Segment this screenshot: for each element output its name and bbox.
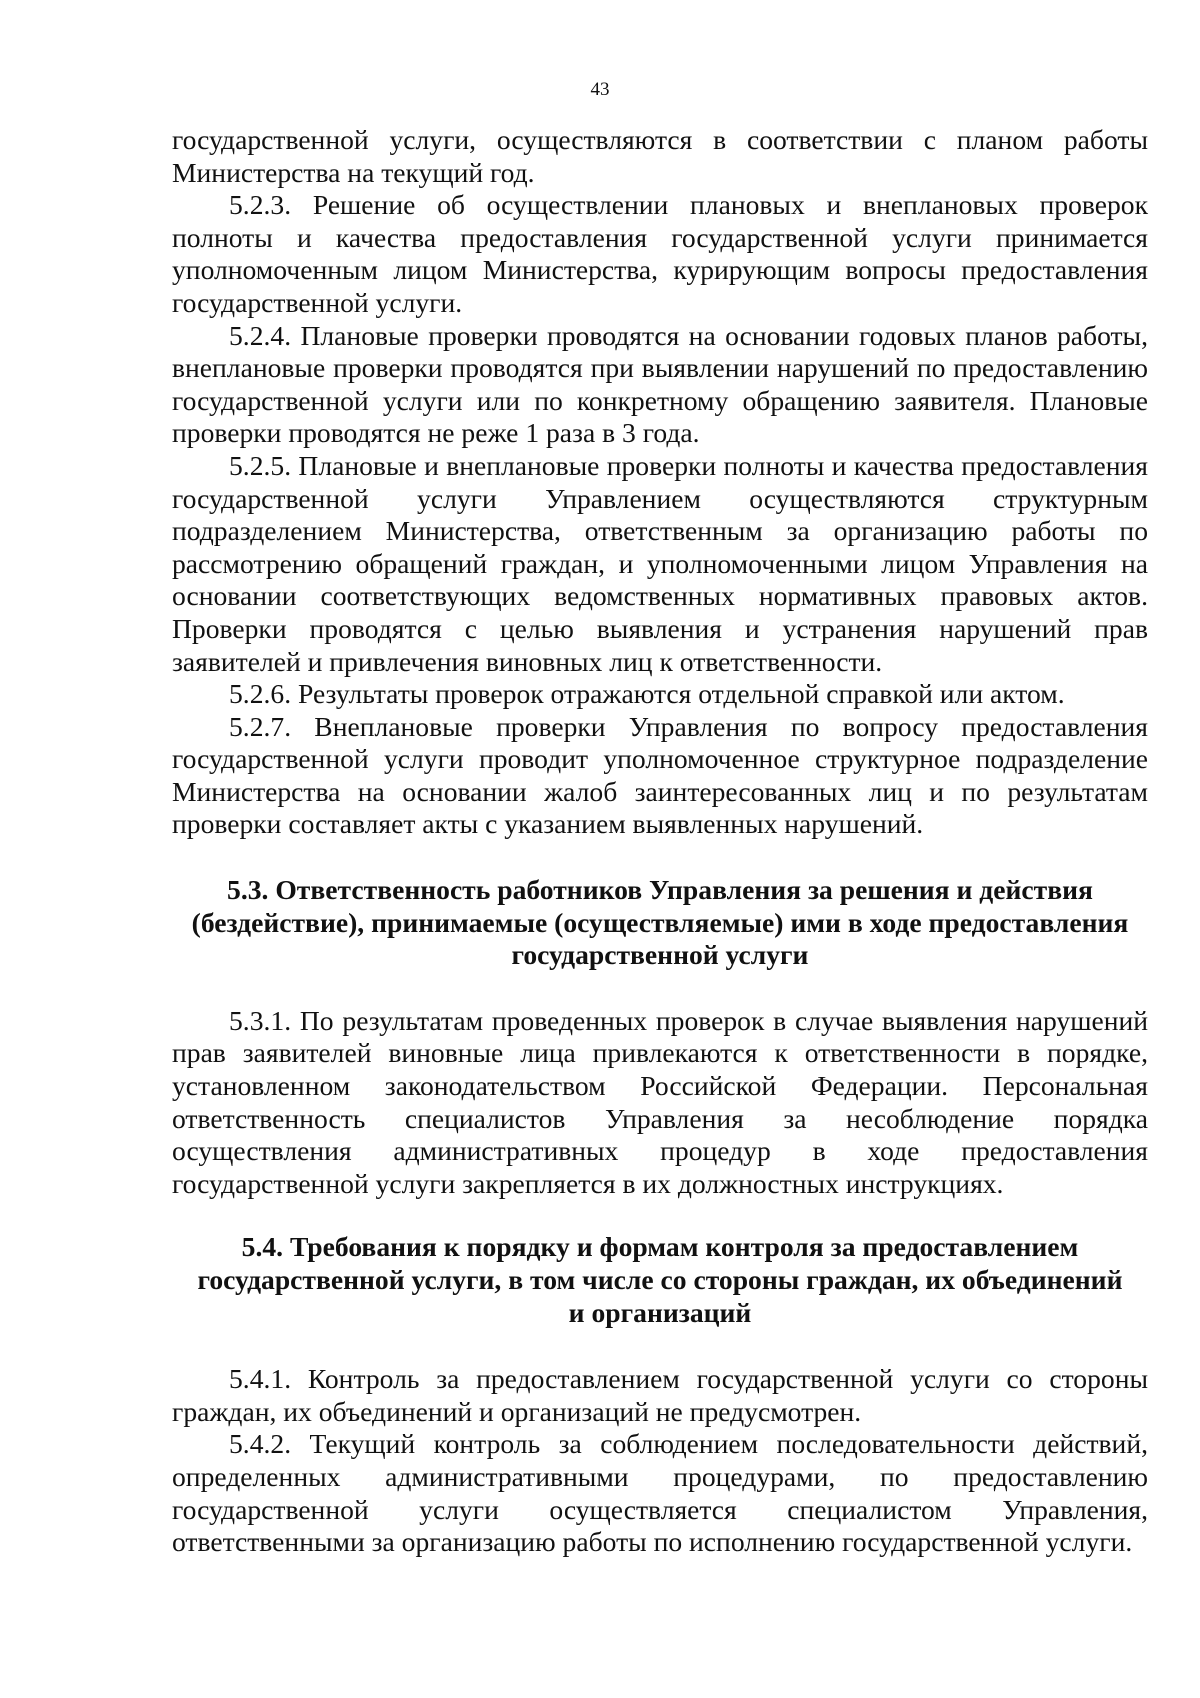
heading-line: государственной услуги [511,939,809,971]
paragraph-5-2-5: 5.2.5. Плановые и внеплановые проверки полноты и качества предоставления государственной услуги Управлением осуществляются структурным подразделением Министерства, ответственным за организацию работы по рассмотрению обращений граждан, и уполномоченными лицом Управления на основании соответствующих ведомственных нормативных правовых актов. Проверки проводятся с целью выявления и устранения нарушений прав заявителей и привлечения виновных лиц к ответственности. [172,449,1148,677]
heading-line: и организаций [568,1296,752,1328]
heading-line: (бездействие), принимаемые (осуществляемые) ими в ходе предоставления [191,906,1129,938]
paragraph-5-2-3: 5.2.3. Решение об осуществлении плановых и внеплановых проверок полноты и качества предоставления государственной услуги принимается уполномоченным лицом Министерства, курирующим вопросы предоставления государственной услуги. [172,189,1148,318]
paragraph-5-2-7: 5.2.7. Внеплановые проверки Управления по вопросу предоставления государственной услуги проводит уполномоченное структурное подразделение Министерства на основании жалоб заинтересованных лиц и по результатам проверки составляет акты с указанием выявленных нарушений. [172,710,1148,840]
document-body [172,124,1148,1559]
paragraph-5-3-1: 5.3.1. По результатам проведенных проверок в случае выявления нарушений прав заявителей виновные лица привлекаются к ответственности в порядке, установленном законодательством Российской Федерации. Персональная ответственность специалистов Управления за несоблюдение порядка осуществления административных процедур в ходе предоставления государственной услуги закрепляется в их должностных инструкциях. [172,1004,1148,1199]
paragraph-5-4-1: 5.4.1. Контроль за предоставлением государственной услуги со стороны граждан, их объединений и организаций не предусмотрен. [172,1363,1148,1427]
continued-paragraph: государственной услуги, осуществляются в соответствии с планом работы Министерства на текущий год. [172,124,1148,188]
paragraph-5-4-2: 5.4.2. Текущий контроль за соблюдением последовательности действий, определенных административными процедурами, по предоставлению государственной услуги осуществляется специалистом Управления, ответственными за организацию работы по исполнению государственной услуги. [172,1428,1148,1558]
heading-line: 5.3. Ответственность работников Управления за решения и действия [227,874,1093,906]
heading-line: государственной услуги, в том числе со стороны граждан, их объединений [197,1264,1123,1295]
paragraph-5-2-6: 5.2.6. Результаты проверок отражаются отдельной справкой или актом. [229,678,1065,710]
heading-line: 5.4. Требования к порядку и формам контроля за предоставлением [241,1231,1079,1263]
section-heading-5-3 [172,874,1148,972]
section-heading-5-4 [172,1231,1148,1329]
page-number: 43 [590,79,610,100]
paragraph-5-2-4: 5.2.4. Плановые проверки проводятся на основании годовых планов работы, внеплановые проверки проводятся при выявлении нарушений по предоставлению государственной услуги или по конкретному обращению заявителя. Плановые проверки проводятся не реже 1 раза в 3 года. [172,319,1148,449]
